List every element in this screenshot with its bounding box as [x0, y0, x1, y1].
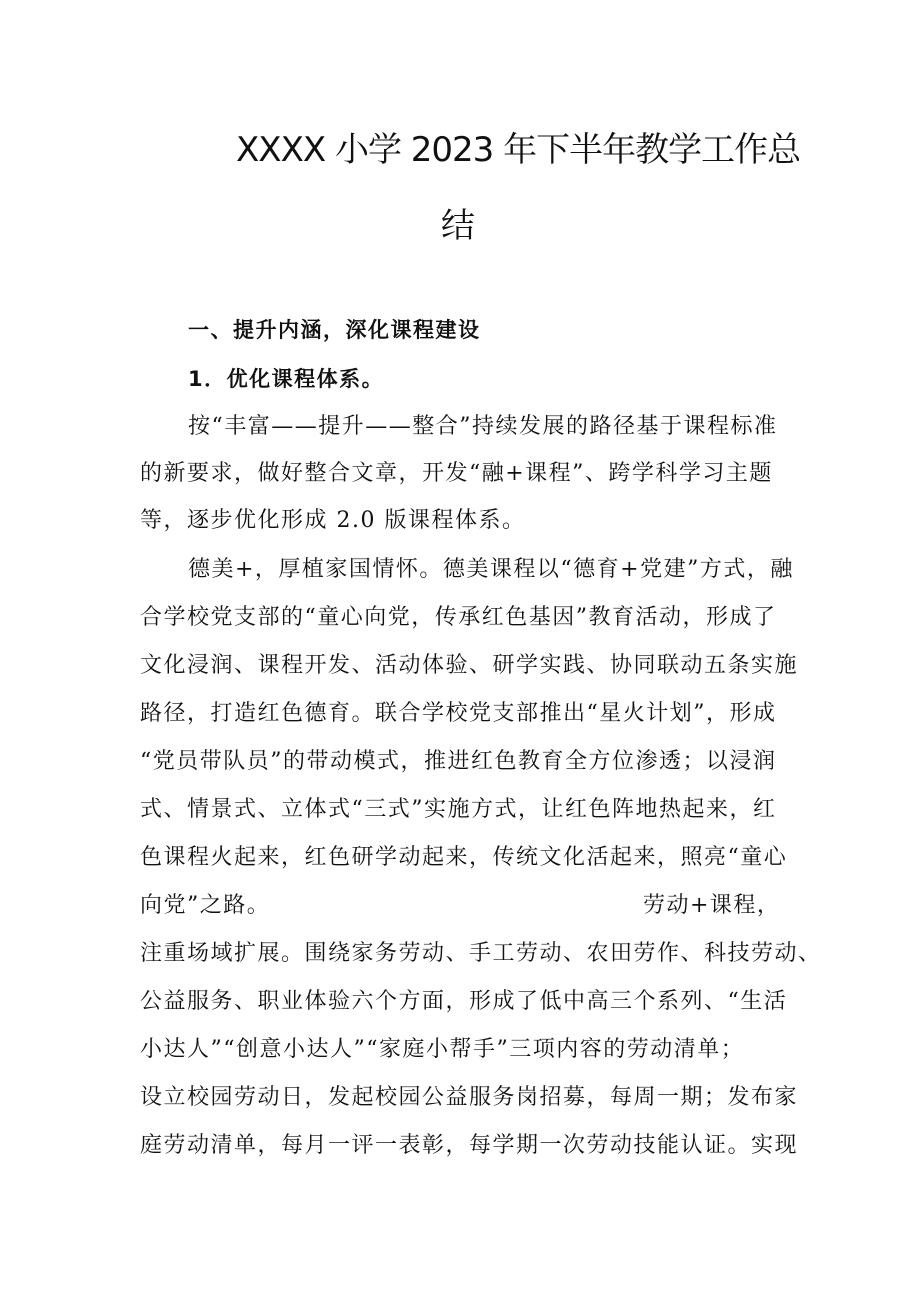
paragraph-line: 德美+，厚植家国情怀。德美课程以“德育+党建”方式，融 — [188, 557, 794, 582]
paragraph-line: 公益服务、职业体验六个方面，形成了低中高三个系列、“生活 — [140, 989, 788, 1014]
paragraph-line: 文化浸润、课程开发、活动体验、研学实践、协同联动五条实施 — [140, 653, 799, 678]
section-heading: 一、提升内涵，深化课程建设 — [188, 318, 481, 342]
paragraph-line: 路径，打造红色德育。联合学校党支部推出“星火计划”，形成 — [140, 701, 777, 726]
paragraph-line: 向党”之路。 — [140, 893, 271, 918]
paragraph-line: 庭劳动清单，每月一评一表彰，每学期一次劳动技能认证。实现 — [140, 1133, 799, 1158]
paragraph-line: 设立校园劳动日，发起校园公益服务岗招募，每周一期；发布家 — [140, 1085, 799, 1110]
paragraph-line: 的新要求，做好整合文章，开发“融+课程”、跨学科学习主题 — [140, 461, 773, 486]
paragraph-line: 注重场域扩展。围绕家务劳动、手工劳动、农田劳作、科技劳动、 — [140, 941, 822, 966]
document-title-continued: 结 — [441, 206, 475, 246]
paragraph-line: “党员带队员”的带动模式，推进红色教育全方位渗透；以浸润 — [140, 749, 777, 774]
paragraph-line: 按“丰富——提升——整合”持续发展的路径基于课程标准 — [188, 414, 778, 439]
paragraph-line: 等，逐步优化形成 2.0 版课程体系。 — [140, 508, 526, 533]
subsection-heading: 1．优化课程体系。 — [188, 367, 385, 391]
paragraph-line: 合学校党支部的“童心向党，传承红色基因”教育活动，形成了 — [140, 605, 777, 630]
document-title: XXXX 小学 2023 年下半年教学工作总 — [236, 130, 801, 170]
paragraph-line: 式、情景式、立体式“三式”实施方式，让红色阵地热起来，红 — [140, 797, 777, 822]
paragraph-line: 色课程火起来，红色研学动起来，传统文化活起来，照亮“童心 — [140, 845, 788, 870]
paragraph-line: 小达人”“创意小达人”“家庭小帮手”三项内容的劳动清单； — [140, 1037, 745, 1062]
paragraph-inline-heading: 劳动+课程， — [643, 893, 781, 918]
